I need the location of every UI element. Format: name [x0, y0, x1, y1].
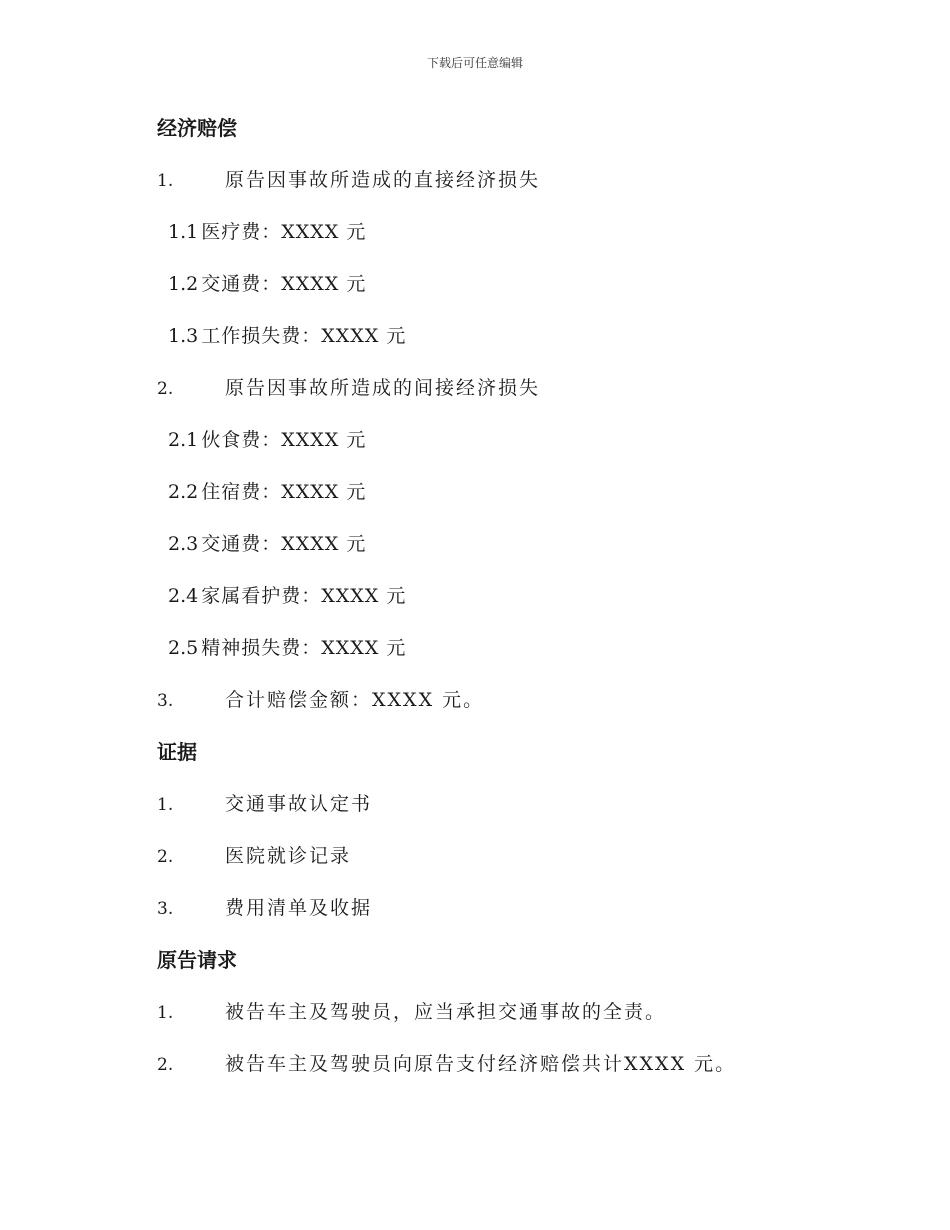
list-text: 被告车主及驾驶员向原告支付经济赔偿共计XXXX 元。 — [225, 1053, 737, 1075]
sub-item-medical — [157, 214, 857, 266]
list-text: 原告因事故所造成的间接经济损失 — [225, 377, 541, 399]
list-number: 3. — [157, 899, 174, 919]
sub-number: 2.5 — [168, 637, 199, 659]
sub-item-family-care — [157, 578, 857, 630]
section-title-compensation: 经济赔偿 — [157, 116, 237, 140]
sub-item-work-loss — [157, 318, 857, 370]
sub-number: 2.1 — [168, 429, 199, 451]
evidence-item — [157, 838, 857, 890]
document-body — [157, 110, 857, 1098]
sub-text: 家属看护费：XXXX 元 — [201, 585, 407, 607]
list-text: 原告因事故所造成的直接经济损失 — [225, 169, 541, 191]
sub-item-mental-damage — [157, 630, 857, 682]
sub-number: 2.4 — [168, 585, 199, 607]
list-number: 3. — [157, 691, 174, 711]
sub-item-transport — [157, 266, 857, 318]
sub-text: 医疗费：XXXX 元 — [201, 221, 367, 243]
list-number: 1. — [157, 1003, 174, 1023]
claim-item — [157, 994, 857, 1046]
sub-text: 工作损失费：XXXX 元 — [201, 325, 407, 347]
claim-item — [157, 1046, 857, 1098]
list-item-indirect-loss — [157, 370, 857, 422]
sub-number: 2.2 — [168, 481, 199, 503]
sub-text: 精神损失费：XXXX 元 — [201, 637, 407, 659]
sub-number: 1.2 — [168, 273, 199, 295]
list-text: 费用清单及收据 — [225, 897, 373, 919]
sub-text: 交通费：XXXX 元 — [201, 273, 367, 295]
list-text: 医院就诊记录 — [225, 845, 352, 867]
list-number: 2. — [157, 1055, 174, 1075]
list-item-direct-loss — [157, 162, 857, 214]
sub-number: 1.3 — [168, 325, 199, 347]
sub-number: 1.1 — [168, 221, 199, 243]
list-text: 被告车主及驾驶员，应当承担交通事故的全责。 — [225, 1001, 667, 1023]
sub-number: 2.3 — [168, 533, 199, 555]
list-number: 2. — [157, 847, 174, 867]
list-number: 1. — [157, 171, 174, 191]
list-item-total — [157, 682, 857, 734]
sub-text: 住宿费：XXXX 元 — [201, 481, 367, 503]
sub-item-transport-indirect — [157, 526, 857, 578]
section-title-claims: 原告请求 — [157, 948, 237, 972]
sub-item-meals — [157, 422, 857, 474]
list-text: 合计赔偿金额：XXXX 元。 — [225, 689, 485, 711]
page-header-note: 下载后可任意编辑 — [426, 56, 523, 70]
sub-text: 交通费：XXXX 元 — [201, 533, 367, 555]
list-text: 交通事故认定书 — [225, 793, 373, 815]
sub-text: 伙食费：XXXX 元 — [201, 429, 367, 451]
evidence-item — [157, 890, 857, 942]
list-number: 1. — [157, 795, 174, 815]
evidence-item — [157, 786, 857, 838]
list-number: 2. — [157, 379, 174, 399]
section-title-evidence: 证据 — [157, 740, 197, 764]
sub-item-lodging — [157, 474, 857, 526]
